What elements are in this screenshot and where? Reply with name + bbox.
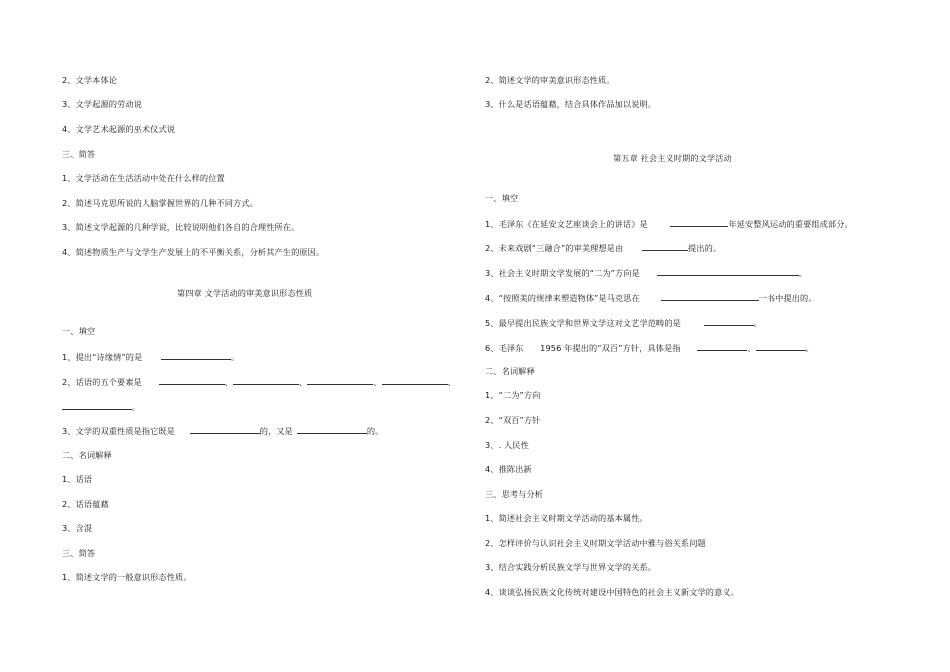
question-text: 的，又是	[259, 426, 293, 436]
question-text: 3、社会主义时期文学发展的“二为”方向是	[485, 268, 640, 278]
separator: 、	[447, 377, 456, 387]
blank-line	[697, 341, 747, 351]
blank-line	[233, 375, 299, 385]
question-text: 3、什么是话语蕴藉，结合具体作品加以说明。	[485, 99, 657, 109]
blank-line	[161, 350, 231, 360]
blank-line	[670, 217, 728, 227]
question-text: 年延安整风运动的重要组成部分。	[728, 219, 853, 229]
section-heading: 二、名词解释	[485, 366, 535, 376]
question-text: 4、谈谈弘扬民族文化传统对建设中国特色的社会主义新文学的意义。	[485, 587, 739, 597]
item-text: 4、文学艺术起源的巫术仪式说	[62, 124, 176, 134]
section-heading: 一、填空	[485, 193, 519, 203]
question-text: 一书中提出的。	[758, 293, 817, 303]
question-text: 3、结合实践分析民族文学与世界文学的关系。	[485, 562, 657, 572]
section-heading: 三、简答	[62, 149, 96, 159]
fill-question	[62, 350, 239, 363]
punctuation: 。	[231, 352, 240, 362]
blank-line	[642, 241, 688, 251]
term-item: 2、话语蕴藉	[62, 499, 109, 509]
question-text: 1、简述文学的一般意识形态性质。	[62, 572, 192, 582]
question-text: 2、话语的五个要素是	[62, 377, 142, 387]
fill-question	[485, 217, 853, 230]
blank-line	[307, 375, 373, 385]
question-text: 6、毛泽东	[485, 343, 524, 353]
question-text: 的。	[366, 426, 384, 436]
blank-line	[297, 424, 367, 434]
punctuation: 。	[805, 343, 814, 353]
question-text: 1、简述社会主义时期文学活动的基本属性。	[485, 513, 648, 523]
fill-question	[485, 241, 721, 254]
chapter-title: 第五章 社会主义时期的文学活动	[613, 153, 732, 163]
chapter-title: 第四章 文学活动的审美意识形态性质	[177, 288, 313, 298]
fill-question	[485, 316, 762, 329]
blank-line	[190, 424, 260, 434]
separator: 、	[747, 343, 756, 353]
question-text: 4、简述物质生产与文学生产发展上的不平衡关系，分析其产生的原因。	[62, 247, 325, 257]
blank-line	[159, 375, 225, 385]
punctuation: 。	[798, 268, 807, 278]
question-text: 2、简述马克思所说的人脑掌握世界的几种不同方式。	[62, 198, 258, 208]
question-text: 年提出的“双百”方针，具体是指	[564, 343, 681, 353]
fill-question	[62, 400, 140, 413]
question-text: 1、毛泽东《在延安文艺座谈会上的讲话》是	[485, 219, 648, 229]
question-text: 3、简述文学起源的几种学说，比较说明他们各自的合理性所在。	[62, 222, 300, 232]
punctuation: 。	[132, 402, 141, 412]
term-item: 1、“二为”方向	[485, 390, 541, 400]
blank-line	[657, 266, 799, 276]
separator: 、	[373, 377, 382, 387]
punctuation: 。	[753, 318, 762, 328]
year-text: 1956	[540, 343, 562, 353]
question-text: 1、提出“诗缘情”的是	[62, 352, 143, 362]
blank-line	[62, 400, 132, 410]
question-text: 2、简述文学的审美意识形态性质。	[485, 75, 615, 85]
fill-question	[485, 291, 817, 304]
blank-line	[661, 291, 759, 301]
term-item: 3、. 人民性	[485, 440, 529, 450]
section-heading: 三、简答	[62, 548, 96, 558]
section-heading: 三、思考与分析	[485, 489, 544, 499]
section-heading: 一、填空	[62, 326, 96, 336]
fill-question	[485, 341, 814, 354]
question-text: 1、文学活动在生活活动中处在什么样的位置	[62, 173, 225, 183]
section-heading: 二、名词解释	[62, 450, 112, 460]
term-item: 1、话语	[62, 474, 93, 484]
separator: 、	[298, 377, 308, 387]
question-text: 提出的。	[688, 243, 722, 253]
term-item: 4、推陈出新	[485, 464, 532, 474]
term-item: 2、“双百”方针	[485, 415, 541, 425]
fill-question	[62, 424, 384, 437]
question-text: 4、“按照美的规律来塑造物体”是马克思在	[485, 293, 640, 303]
question-text: 2、怎样评价与认识社会主义时期文学活动中雅与俗关系问题	[485, 538, 706, 548]
item-text: 2、文学本体论	[62, 75, 118, 85]
separator: 、	[224, 377, 233, 387]
item-text: 3、文学起源的劳动说	[62, 99, 142, 109]
question-text: 5、最早提出民族文学和世界文学这对文艺学范畴的是	[485, 318, 681, 328]
blank-line	[756, 341, 806, 351]
fill-question	[62, 375, 456, 388]
fill-question	[485, 266, 807, 279]
blank-line	[704, 316, 754, 326]
question-text: 3、文学的双重性质是指它既是	[62, 426, 176, 436]
term-item: 3、含混	[62, 523, 93, 533]
question-text: 2、未来戏剧“三融合”的审美理想是由	[485, 243, 624, 253]
blank-line	[382, 375, 448, 385]
